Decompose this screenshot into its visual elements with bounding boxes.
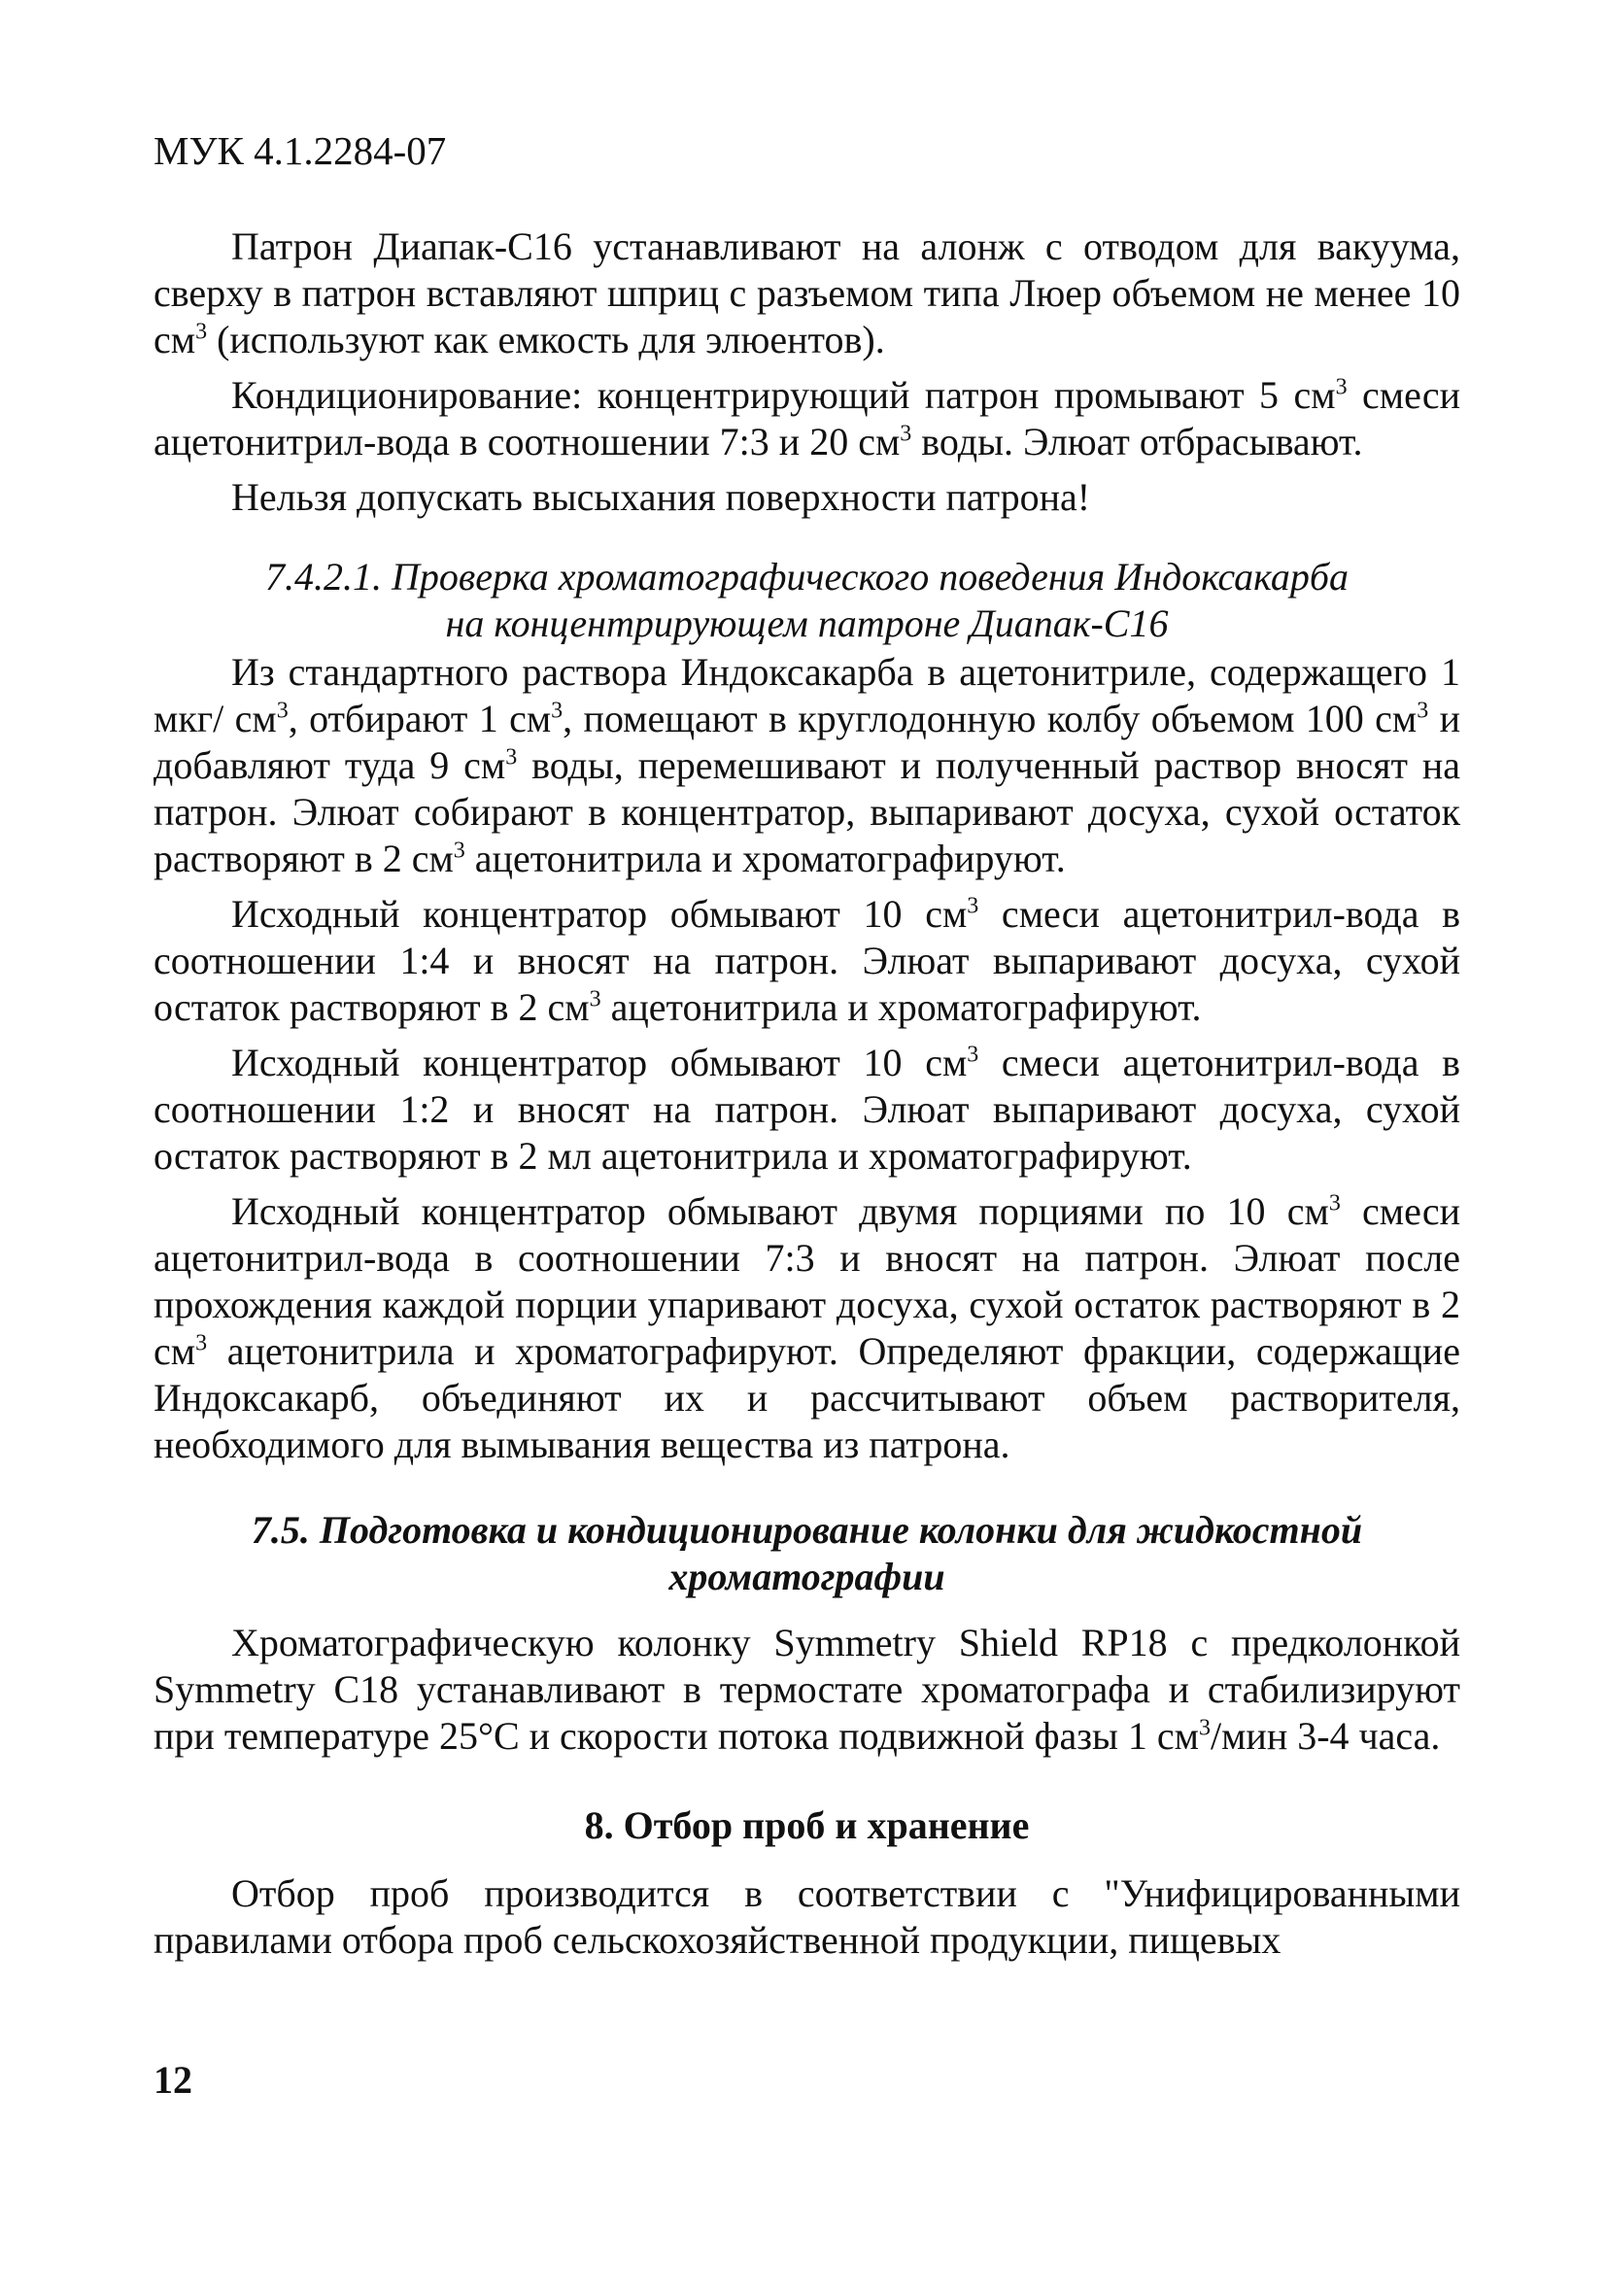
- text-run: воды, перемешивают и полученный раствор вносят на патрон. Элюат собирают в концентратор, выпаривают досуха, сухой остаток растворяют в 2 см: [154, 743, 1460, 880]
- document-code-header: МУК 4.1.2284-07: [154, 128, 447, 173]
- section-title-line: хроматографии: [668, 1555, 945, 1598]
- superscript: 3: [551, 698, 564, 724]
- paragraph-column-conditioning: [154, 1620, 1460, 1760]
- text-run: воды. Элюат отбрасывают.: [911, 420, 1363, 463]
- section-title-7-4-2-1: [154, 554, 1460, 647]
- section-title-7-5: [154, 1507, 1460, 1600]
- paragraph-sampling: [154, 1870, 1460, 1964]
- page-number: 12: [154, 2058, 192, 2102]
- superscript: 3: [589, 986, 601, 1012]
- section-title-line: 7.5. Подготовка и кондиционирование колонки для жидкостной: [251, 1508, 1363, 1552]
- text-run: , отбирают 1 см: [288, 697, 552, 740]
- section-title-8: 8. Отбор проб и хранение: [584, 1803, 1030, 1847]
- paragraph-wash-1-2: [154, 1040, 1460, 1180]
- text-run: смеси ацетонитрил-вода в соотношении 7:3 и вносят на патрон. Элюат после прохождения каждой порции упаривают досуха, сухой остаток растворяют в 2 см: [154, 1189, 1460, 1373]
- paragraph-standard-solution: [154, 649, 1460, 882]
- section-title-line: 7.4.2.1. Проверка хроматографического поведения Индоксакарба: [265, 555, 1349, 599]
- text-run: смеси ацетонитрил-вода в соотношении 1:4 и вносят на патрон. Элюат выпаривают досуха, сухой остаток растворяют в 2 см: [154, 892, 1461, 1029]
- superscript: 3: [276, 698, 289, 724]
- text-run: Исходный концентратор обмывают 10 см: [231, 892, 968, 936]
- superscript: 3: [1199, 1715, 1211, 1741]
- text-run: Исходный концентратор обмывают 10 см: [231, 1041, 968, 1084]
- superscript: 3: [1328, 1190, 1341, 1217]
- text-run: смеси ацетонитрил-вода в соотношении 7:3 и 20 см: [154, 373, 1460, 463]
- text-run: , помещают в круглодонную колбу объемом 100 см: [563, 697, 1418, 740]
- text-run: ацетонитрила и хроматографируют.: [600, 985, 1202, 1029]
- text-run: Кондиционирование: концентрирующий патрон промывают 5 см: [231, 373, 1336, 417]
- text-run: и добавляют туда 9 см: [154, 697, 1461, 787]
- paragraph-cartridge-setup: [154, 223, 1460, 363]
- superscript: 3: [967, 893, 979, 919]
- text-run: /мин 3-4 часа.: [1211, 1714, 1441, 1758]
- text-run: Исходный концентратор обмывают двумя порциями по 10 см: [231, 1189, 1329, 1233]
- text-run: ацетонитрила и хроматографируют. Определяют фракции, содержащие Индоксакарб, объединяют их и рассчитывают объем растворителя, необходимого для вымывания вещества из патрона.: [154, 1329, 1460, 1466]
- paragraph-wash-1-4: [154, 891, 1460, 1031]
- text-run: Хроматографическую колонку Symmetry Shield RP18 с предколонкой Symmetry C18 устанавливают в термостате хроматографа и стабилизируют при температуре 25°С и скорости потока подвижной фазы 1 см: [154, 1621, 1460, 1758]
- superscript: 3: [1335, 374, 1348, 400]
- text-run: Нельзя допускать высыхания поверхности патрона!: [231, 475, 1091, 519]
- section-title-line: на концентрирующем патроне Диапак-С16: [445, 601, 1169, 645]
- text-run: ацетонитрила и хроматографируют.: [464, 837, 1066, 880]
- text-run: Из стандартного раствора Индоксакарба в ацетонитриле, содержащего 1 мкг/ см: [154, 650, 1460, 740]
- superscript: 3: [195, 319, 208, 345]
- superscript: 3: [453, 838, 465, 864]
- text-run: смеси ацетонитрил-вода в соотношении 1:2 и вносят на патрон. Элюат выпаривают досуха, сухой остаток растворяют в 2 мл ацетонитрила и хроматографируют.: [154, 1041, 1461, 1178]
- paragraph-warning: [154, 474, 1460, 521]
- superscript: 3: [1417, 698, 1429, 724]
- superscript: 3: [195, 1330, 208, 1356]
- text-run: (используют как емкость для элюентов).: [207, 318, 885, 361]
- paragraph-conditioning: [154, 372, 1460, 465]
- paragraph-wash-7-3: [154, 1188, 1460, 1468]
- text-run: Патрон Диапак-С16 устанавливают на алонж с отводом для вакуума, сверху в патрон вставляют шприц с разъемом типа Люер объемом не менее 10 см: [154, 224, 1460, 361]
- superscript: 3: [967, 1042, 979, 1068]
- text-run: Отбор проб производится в соответствии с "Унифицированными правилами отбора проб сельскохозяйственной продукции, пищевых: [154, 1871, 1460, 1962]
- superscript: 3: [505, 744, 518, 771]
- superscript: 3: [900, 421, 912, 447]
